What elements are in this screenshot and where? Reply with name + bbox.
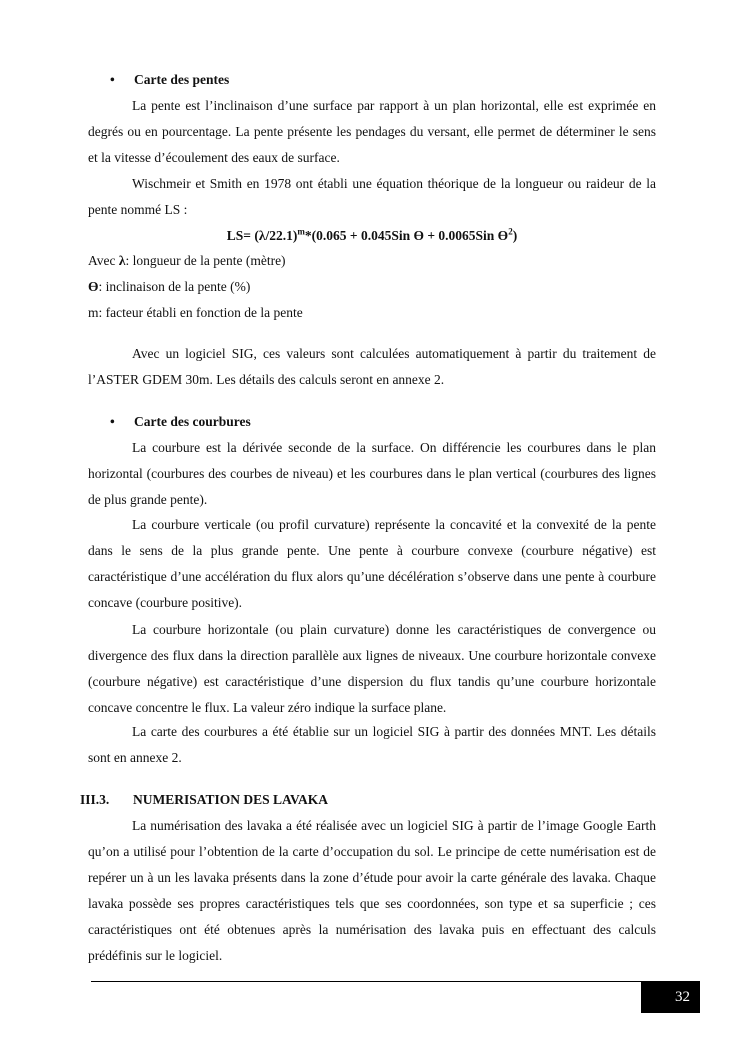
bullet-icon: • (110, 72, 115, 87)
curvatures-paragraph-3: La courbure horizontale (ou plain curvature) donne les caractéristiques de convergence ou divergence des flux dans la direction parallèle aux lignes de niveaux. Une courbure horizontale convexe (courbure négative) est caractéristique d’une dispersion du flux tandis qu’une courbure horizontale concave concentre le flux. La valeur zéro indique la surface plane. (88, 622, 656, 715)
section-paragraph-1: La numérisation des lavaka a été réalisée avec un logiciel SIG à partir de l’image Google Earth qu’on a utilisé pour l’obtention de la carte d’occupation du sol. Le principe de cette numérisation est de repérer un à un les lavaka présents dans la zone d’étude pour avoir la carte générale des lavaka. Chaque lavaka possède ses propres caractéristiques tels que ses coordonnées, son type et sa superficie ; ces caractéristiques ont été obtenues après la numérisation des lavaka puis en effectuant des calculs prédéfinis sur le logiciel. (88, 818, 656, 963)
curvatures-paragraph-1: La courbure est la dérivée seconde de la surface. On différencie les courbures dans le plan horizontal (courbures des courbes de niveau) et les courbures dans le plan vertical (courbures des lignes de plus grande pente). (88, 440, 656, 507)
section-heading (80, 790, 328, 810)
curvatures-paragraph-4: La carte des courbures a été établie sur un logiciel SIG à partir des données MNT. Les détails sont en annexe 2. (88, 724, 656, 765)
definition-lambda: Avec λ: longueur de la pente (mètre) (88, 253, 286, 268)
section-number: III.3. (80, 792, 110, 807)
curvatures-paragraph-2: La courbure verticale (ou profil curvature) représente la concavité et la convexité de la pente dans le sens de la plus grande pente. Une pente à courbure convexe (courbure négative) est caractéristique d’une accélération du flux alors qu’une décélération s’observe dans une pente à courbure concave (courbure positive). (88, 517, 656, 610)
ls-formula: $LS= (\lambda/22.1)^m*(0.065 + 0.045Sin$ ϴ + 0.0065Sin $ϴ^2$) (226, 226, 518, 243)
section-title: NUMERISATION DES LAVAKA (133, 792, 329, 807)
curvatures-heading: • Carte des courbures (110, 412, 251, 432)
formula-definitions (88, 248, 656, 326)
definition-theta: ϴ: inclinaison de la pente (%) (88, 279, 251, 294)
slopes-paragraph-3: Avec un logiciel SIG, ces valeurs sont calculées automatiquement à partir du traitement de l’ASTER GDEM 30m. Les détails des calculs seront en annexe 2. (88, 346, 656, 387)
slopes-paragraph-1: La pente est l’inclinaison d’une surface par rapport à un plan horizontal, elle est exprimée en degrés ou en pourcentage. La pente présente les pendages du versant, elle permet de déterminer le sens et la vitesse d’écoulement des eaux de surface. (88, 98, 656, 165)
definition-m: m: facteur établi en fonction de la pente (88, 305, 303, 320)
slopes-paragraph-2: Wischmeir et Smith en 1978 ont établi une équation théorique de la longueur ou raideur de la pente nommé LS : (88, 176, 656, 217)
bullet-icon: • (110, 414, 115, 429)
page-number: 32 (641, 981, 700, 1013)
slopes-heading: • Carte des pentes (110, 70, 229, 90)
footer-rule (91, 981, 641, 982)
